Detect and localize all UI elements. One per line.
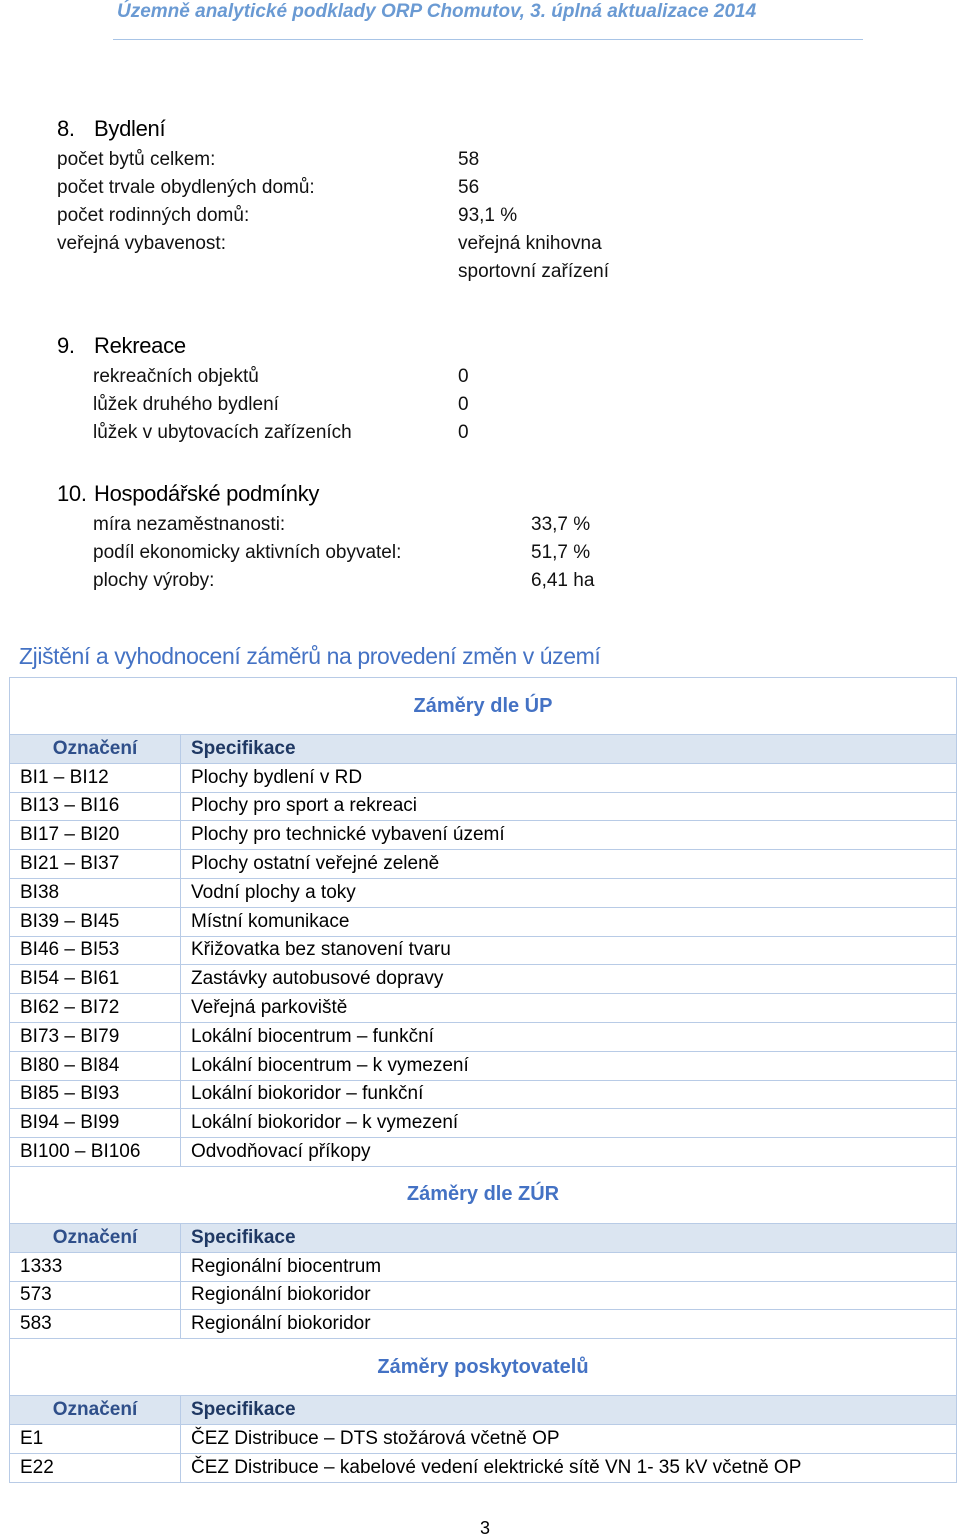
row-value: sportovní zařízení bbox=[458, 261, 610, 282]
cell-specifikace: Lokální biokoridor – funkční bbox=[181, 1080, 957, 1109]
row-label: počet bytů celkem: bbox=[57, 149, 216, 170]
group-title-row bbox=[10, 1166, 957, 1223]
cell-specifikace: Plochy bydlení v RD bbox=[181, 763, 957, 792]
row-value: 0 bbox=[458, 422, 469, 443]
cell-oznaceni: BI38 bbox=[10, 878, 181, 907]
table-row bbox=[10, 907, 957, 936]
section-heading-bydleni bbox=[57, 116, 165, 142]
section-title: Hospodářské podmínky bbox=[94, 481, 320, 506]
row-value: veřejná knihovna bbox=[458, 233, 602, 254]
cell-specifikace: Křižovatka bez stanovení tvaru bbox=[181, 936, 957, 965]
cell-specifikace: Zastávky autobusové dopravy bbox=[181, 965, 957, 994]
row-label: počet rodinných domů: bbox=[57, 205, 250, 226]
table-header-row bbox=[10, 1396, 957, 1425]
cell-specifikace: Lokální biokoridor – k vymezení bbox=[181, 1109, 957, 1138]
cell-oznaceni: BI94 – BI99 bbox=[10, 1109, 181, 1138]
table-row bbox=[10, 763, 957, 792]
cell-oznaceni: E1 bbox=[10, 1424, 181, 1453]
cell-oznaceni: BI1 – BI12 bbox=[10, 763, 181, 792]
cell-specifikace: Lokální biocentrum – k vymezení bbox=[181, 1051, 957, 1080]
cell-oznaceni: BI73 – BI79 bbox=[10, 1022, 181, 1051]
cell-oznaceni: BI46 – BI53 bbox=[10, 936, 181, 965]
cell-specifikace: Plochy pro technické vybavení území bbox=[181, 821, 957, 850]
cell-oznaceni: BI13 – BI16 bbox=[10, 792, 181, 821]
section-number: 10. bbox=[57, 481, 87, 506]
cell-specifikace: Lokální biocentrum – funkční bbox=[181, 1022, 957, 1051]
section-title: Rekreace bbox=[94, 333, 186, 358]
row-value: 33,7 % bbox=[531, 514, 591, 535]
group-title-row bbox=[10, 1339, 957, 1396]
table-row bbox=[10, 792, 957, 821]
row-value: 0 bbox=[458, 366, 469, 387]
row-label: plochy výroby: bbox=[93, 570, 215, 591]
page-number: 3 bbox=[480, 1518, 491, 1538]
row-value: 51,7 % bbox=[531, 542, 591, 563]
cell-specifikace: Plochy pro sport a rekreaci bbox=[181, 792, 957, 821]
section-number: 8. bbox=[57, 116, 75, 141]
cell-specifikace: ČEZ Distribuce – DTS stožárová včetně OP bbox=[181, 1424, 957, 1453]
column-header-oznaceni: Označení bbox=[10, 1396, 181, 1425]
cell-specifikace: Místní komunikace bbox=[181, 907, 957, 936]
table-row bbox=[10, 1252, 957, 1281]
table-row bbox=[10, 994, 957, 1023]
row-value: 56 bbox=[458, 177, 480, 198]
cell-oznaceni: 573 bbox=[10, 1281, 181, 1310]
table-row bbox=[10, 1109, 957, 1138]
cell-oznaceni: 583 bbox=[10, 1310, 181, 1339]
header-divider bbox=[113, 39, 863, 40]
section-number: 9. bbox=[57, 333, 75, 358]
group-title: Záměry poskytovatelů bbox=[10, 1339, 957, 1396]
cell-oznaceni: E22 bbox=[10, 1453, 181, 1482]
cell-oznaceni: BI80 – BI84 bbox=[10, 1051, 181, 1080]
cell-specifikace: Odvodňovací příkopy bbox=[181, 1138, 957, 1167]
group-title: Záměry dle ÚP bbox=[10, 678, 957, 735]
table-row bbox=[10, 1310, 957, 1339]
row-value: 6,41 ha bbox=[531, 570, 595, 591]
cell-oznaceni: BI62 – BI72 bbox=[10, 994, 181, 1023]
row-value: 0 bbox=[458, 394, 469, 415]
cell-oznaceni: BI17 – BI20 bbox=[10, 821, 181, 850]
document-header-title: Územně analytické podklady ORP Chomutov, 3. úplná aktualizace 2014 bbox=[117, 1, 757, 22]
row-label: míra nezaměstnanosti: bbox=[93, 514, 286, 535]
table-row bbox=[10, 878, 957, 907]
cell-specifikace: Regionální biokoridor bbox=[181, 1310, 957, 1339]
table-row bbox=[10, 1022, 957, 1051]
table-row bbox=[10, 965, 957, 994]
cell-oznaceni: BI21 – BI37 bbox=[10, 850, 181, 879]
section-heading-rekreace bbox=[57, 333, 186, 359]
cell-specifikace: Regionální biokoridor bbox=[181, 1281, 957, 1310]
table-header-row bbox=[10, 735, 957, 764]
cell-specifikace: Veřejná parkoviště bbox=[181, 994, 957, 1023]
column-header-specifikace: Specifikace bbox=[181, 1223, 957, 1252]
column-header-specifikace: Specifikace bbox=[181, 735, 957, 764]
column-header-oznaceni: Označení bbox=[10, 735, 181, 764]
cell-specifikace: Regionální biocentrum bbox=[181, 1252, 957, 1281]
row-label: rekreačních objektů bbox=[93, 366, 259, 387]
row-label: lůžek druhého bydlení bbox=[93, 394, 279, 415]
cell-oznaceni: BI39 – BI45 bbox=[10, 907, 181, 936]
zjisteni-title: Zjištění a vyhodnocení záměrů na provedení změn v území bbox=[19, 643, 601, 669]
row-value: 93,1 % bbox=[458, 205, 518, 226]
table-row bbox=[10, 1080, 957, 1109]
table-row bbox=[10, 936, 957, 965]
cell-specifikace: ČEZ Distribuce – kabelové vedení elektrické sítě VN 1- 35 kV včetně OP bbox=[181, 1453, 957, 1482]
table-row bbox=[10, 1281, 957, 1310]
table-row bbox=[10, 850, 957, 879]
column-header-oznaceni: Označení bbox=[10, 1223, 181, 1252]
row-label: podíl ekonomicky aktivních obyvatel: bbox=[93, 542, 402, 563]
table-row bbox=[10, 1138, 957, 1167]
table-header-row bbox=[10, 1223, 957, 1252]
table-row bbox=[10, 1453, 957, 1482]
section-heading-hospodarske bbox=[57, 481, 319, 507]
cell-specifikace: Plochy ostatní veřejné zeleně bbox=[181, 850, 957, 879]
column-header-specifikace: Specifikace bbox=[181, 1396, 957, 1425]
section-title: Bydlení bbox=[94, 116, 166, 141]
cell-oznaceni: 1333 bbox=[10, 1252, 181, 1281]
cell-oznaceni: BI100 – BI106 bbox=[10, 1138, 181, 1167]
group-title: Záměry dle ZÚR bbox=[10, 1166, 957, 1223]
row-label: počet trvale obydlených domů: bbox=[57, 177, 315, 198]
row-label: lůžek v ubytovacích zařízeních bbox=[93, 422, 352, 443]
row-label: veřejná vybavenost: bbox=[57, 233, 226, 254]
cell-oznaceni: BI54 – BI61 bbox=[10, 965, 181, 994]
cell-specifikace: Vodní plochy a toky bbox=[181, 878, 957, 907]
group-title-row bbox=[10, 678, 957, 735]
row-value: 58 bbox=[458, 149, 480, 170]
table-row bbox=[10, 821, 957, 850]
zamery-table bbox=[9, 677, 957, 1483]
table-row bbox=[10, 1424, 957, 1453]
cell-oznaceni: BI85 – BI93 bbox=[10, 1080, 181, 1109]
table-row bbox=[10, 1051, 957, 1080]
